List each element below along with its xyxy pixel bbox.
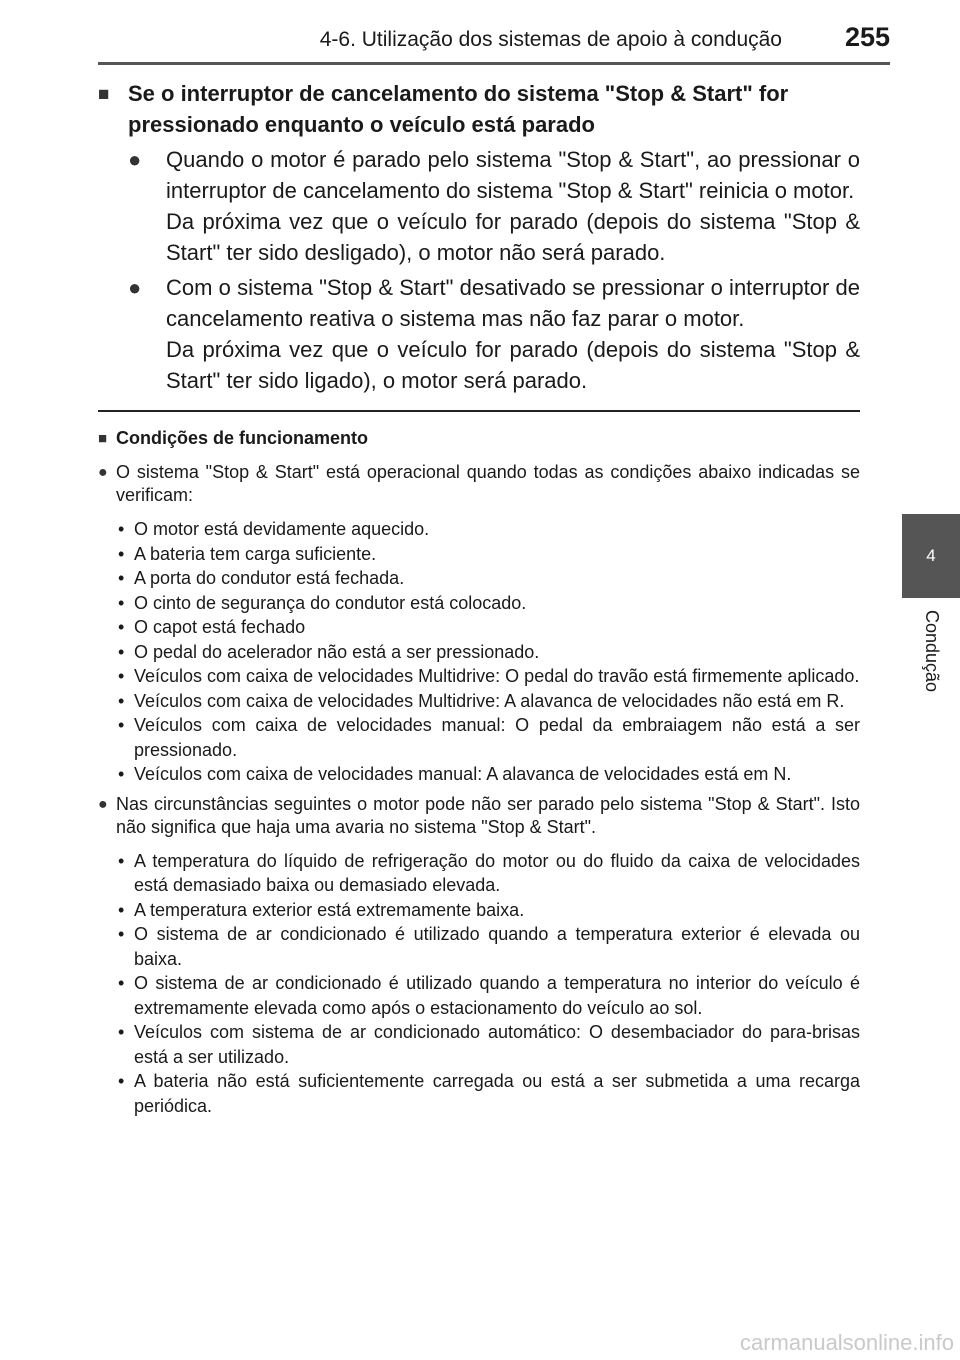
list-item (98, 793, 860, 839)
list-item: • O pedal do acelerador não está a ser pressionado. (116, 640, 860, 665)
page-header (0, 0, 960, 70)
list-item (128, 144, 860, 268)
square-bullet-icon: ■ (98, 84, 110, 105)
section1-list (128, 144, 860, 396)
circle-bullet-icon: ● (98, 464, 108, 481)
list-item: • Veículos com caixa de velocidades Multidrive: O pedal do travão está firmemente aplicado. (116, 664, 860, 689)
square-bullet-icon: ■ (98, 430, 108, 447)
chapter-label: Condução (922, 610, 942, 693)
list-item: • A porta do condutor está fechada. (116, 566, 860, 591)
item-text: Da próxima vez que o veículo for parado (depois do sistema "Stop & Start" ter sido desligado), o motor não será parado. (166, 209, 860, 265)
item-text: Com o sistema "Stop & Start" desativado se pressionar o interruptor de cancelamento reativa o sistema mas não faz parar o motor. (166, 275, 860, 331)
page-number: 255 (844, 22, 890, 52)
section2-heading (98, 426, 860, 451)
list-item: • O sistema de ar condicionado é utilizado quando a temperatura no interior do veículo é extremamente elevada como após o estacionamento do veículo ao sol. (116, 971, 860, 1020)
circle-bullet-icon: ● (128, 275, 142, 300)
item-text: O sistema "Stop & Start" está operacional quando todas as condições abaixo indicadas se verificam: (116, 462, 860, 505)
list-item: • O sistema de ar condicionado é utilizado quando a temperatura exterior é elevada ou baixa. (116, 922, 860, 971)
header-title: 4-6. Utilização dos sistemas de apoio à condução (319, 28, 782, 51)
exceptions-list (116, 849, 860, 1119)
section-divider (98, 410, 860, 412)
list-item: • Veículos com sistema de ar condicionado automático: O desembaciador do para-brisas está a ser utilizado. (116, 1020, 860, 1069)
watermark: carmanualsonline.info (739, 1330, 954, 1355)
chapter-number: 4 (926, 546, 936, 565)
list-item: • A bateria não está suficientemente carregada ou está a ser submetida a uma recarga periódica. (116, 1069, 860, 1118)
circle-bullet-icon: ● (98, 795, 108, 813)
circle-bullet-icon: ● (128, 147, 142, 172)
list-item: • O motor está devidamente aquecido. (116, 517, 860, 542)
list-item: • A temperatura do líquido de refrigeração do motor ou do fluido da caixa de velocidades está demasiado baixa ou demasiado elevada. (116, 849, 860, 898)
list-item: • Veículos com caixa de velocidades manual: O pedal da embraiagem não está a ser pressionado. (116, 713, 860, 762)
item-text: Da próxima vez que o veículo for parado (depois do sistema "Stop & Start" ter sido ligado), o motor será parado. (166, 337, 860, 393)
header-rule (98, 62, 890, 65)
list-item: • Veículos com caixa de velocidades manual: A alavanca de velocidades está em N. (116, 762, 860, 787)
list-item: • Veículos com caixa de velocidades Multidrive: A alavanca de velocidades não está em R. (116, 689, 860, 714)
list-item (128, 272, 860, 396)
item-text: Quando o motor é parado pelo sistema "Stop & Start", ao pressionar o interruptor de cancelamento do sistema "Stop & Start" reinicia o motor. (166, 147, 860, 203)
list-item (98, 461, 860, 507)
conditions-list (116, 517, 860, 787)
list-item: • O capot está fechado (116, 615, 860, 640)
list-item: • A temperatura exterior está extremamente baixa. (116, 898, 860, 923)
item-text: Nas circunstâncias seguintes o motor pode não ser parado pelo sistema "Stop & Start". Isto não significa que haja uma avaria no sistema "Stop & Start". (116, 793, 860, 837)
page-content (98, 78, 860, 1124)
section1-heading (98, 78, 860, 140)
list-item: • A bateria tem carga suficiente. (116, 542, 860, 567)
section1-heading-text: Se o interruptor de cancelamento do sistema "Stop & Start" for pressionado enquanto o veículo está parado (128, 81, 789, 137)
section2-heading-text: Condições de funcionamento (116, 428, 369, 448)
list-item: • O cinto de segurança do condutor está colocado. (116, 591, 860, 616)
